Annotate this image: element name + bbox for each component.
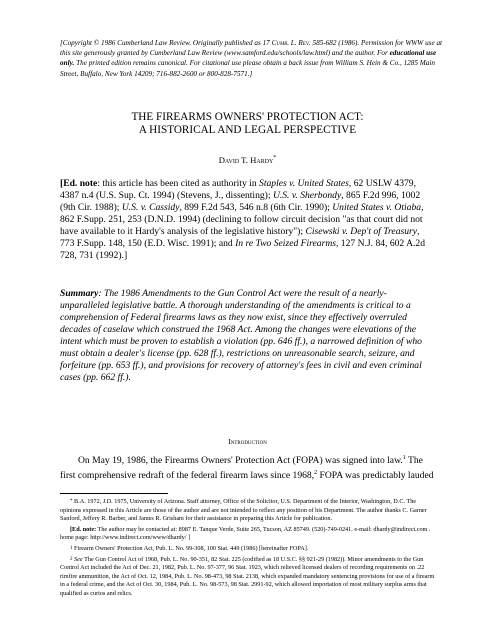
footnote-1 [60, 545, 435, 554]
author-byline [60, 155, 435, 165]
footnote-mark: * [70, 499, 73, 504]
title-line-2: A HISTORICAL AND LEGAL PERSPECTIVE [138, 124, 357, 137]
summary-label: Summary [60, 288, 99, 299]
ednote-text: , 899 F.2d 543, 546 n.8 (6th Cir. 1990); [179, 202, 333, 213]
case-citation: U.S. v. Cassidy [121, 202, 180, 213]
copyright-journal-sc: umb [276, 39, 288, 47]
footnote-divider [60, 493, 168, 494]
heading-initial: I [228, 437, 231, 446]
author-footnote-mark: * [273, 155, 277, 162]
case-citation: United States v. Otiaba [332, 202, 422, 213]
heading-rest: ntroduction [230, 437, 267, 446]
footnote-text: The Gun Control Act of 1968, Pub. L. No. 90-351, 82 Stat. 225 (codified as 18 U.S.C. §§ 921-29 (1982)). Minor amendments to the Gun Control Act included the Act of Dec. 21, 1982, Pub. L. No. 97-377, 96 Stat. 1923, which relieved licensed dealers of recording requirements on .22 rimfire ammunition, the Act of Oct. 12, 1984, Pub. L. No. 98-473, 98 Stat. 2138, which expanded mandatory sentencing provisions for use of a firearm in a federal crime, and the Act of Oct. 30, 1984, Pub. L. No. 98-573, 98 Stat. 2991-92, which allowed importation of most military surplus arms that qualified as curios and relics. [60, 555, 435, 597]
author-last-initial: T. H [241, 155, 257, 165]
article-title [60, 111, 435, 138]
footnote-mark: 2 [70, 556, 73, 562]
case-citation: Staples v. United States [259, 178, 349, 189]
footnote-signal: See [74, 555, 83, 563]
footnote-mark: 1 [70, 545, 73, 551]
article-summary [60, 288, 435, 384]
author-first-rest: avid [224, 155, 240, 165]
introduction-paragraph [60, 452, 435, 482]
footnotes-section [60, 498, 435, 601]
footnote-ed-label: [Ed. note: [70, 525, 97, 533]
footnote-ed-note [60, 526, 435, 543]
ednote-text: , 62 USLW 4379, 4387 n.4 (U.S. Sup. Ct. 1994) (Stevens, J., dissenting); [60, 178, 416, 201]
copyright-educational: educational use only. [60, 49, 437, 68]
body-text: On May 19, 1986, the Firearms Owners' Protection Act (FOPA) was signed into law. [78, 455, 403, 467]
case-citation: Cisewski v. Dep't of Treasury [305, 226, 418, 237]
ednote-text: , 773 F.Supp. 148, 150 (E.D. Wisc. 1991); and [60, 226, 420, 249]
footnote-ref-1[interactable]: 1 [402, 455, 406, 461]
body-text: FOPA was predictably lauded [317, 470, 434, 482]
copyright-rev-sc: ev [302, 39, 309, 47]
footnote-2 [60, 556, 435, 599]
author-last-rest: ardy [256, 155, 274, 165]
ednote-text: , 865 F.2d 996, 1002 (9th Cir. 1988); [60, 190, 421, 213]
copyright-notice [60, 38, 450, 79]
summary-text: : The 1986 Amendments to the Gun Control Act were the result of a nearly-unparalleled legislative battle. A thorough understanding of the amendments is critical to a comprehension of Federal firearms laws as they now exist, since they effectively overruled decades of caselaw which construed the 1968 Act. Among the changes were elevations of the intent which must be proven to establish a violation (pp. 646 ff.), a narrowed definition of who must obtain a dealer's license (pp. 628 ff.), restrictions on unreasonable search, seizure, and forfeiture (pp. 653 ff.), and provisions for recovery of attorney's fees in civil and even criminal cases (pp. 662 ff.). [60, 288, 422, 383]
ednote-label: [Ed. note [60, 178, 98, 189]
copyright-text-2: The printed edition remains canonical. For citational use please obtain a back issue from William S. Hein & Co., 1285 Main Street, Buffalo, New York 14209; 716-882-2600 or 800-828-7571.] [60, 59, 435, 78]
copyright-text-1c: . 585-682 (1986). Permission for WWW use at this site generously granted by Cumberland Law Review (www.samford.edu/schools/law.html) and the author. For [60, 39, 443, 58]
section-heading-introduction [60, 437, 435, 446]
editor-note [60, 178, 435, 262]
title-line-1: THE FIREARMS OWNERS' PROTECTION ACT: [131, 111, 364, 123]
body-text: The first comprehensive redraft of the federal firearm laws since 1968, [60, 455, 423, 482]
author-first-initial: D [218, 155, 225, 165]
footnote-author [60, 498, 435, 524]
case-citation: U.S. v. Sherbondy [272, 190, 342, 201]
copyright-text-1: [Copyright © 1986 Cumberland Law Review. Originally published as 17 C [60, 39, 277, 47]
footnote-text: Firearm Owners' Protection Act, Pub. L. No. 99-308, 100 Stat. 449 (1986) [hereinafter FOPA]. [74, 544, 309, 552]
copyright-text-1b: . L. R [287, 39, 303, 47]
case-citation: In re Two Seized Firearms [235, 238, 336, 249]
ednote-text: , 127 N.J. 84, 602 A.2d 728, 731 (1992).] [60, 238, 426, 261]
ednote-text: : this article has been cited as authority in [97, 178, 260, 189]
ednote-text: , 862 F.Supp. 251, 253 (D.N.D. 1994) (declining to follow circuit decision "as that court did not have available to it Hardy's analysis of the legislative history"); [60, 202, 424, 237]
footnote-text: B.A. 1972, J.D. 1975, University of Arizona. Staff attorney, Office of the Solicitor, U.S. Department of the Interior, Washington, D.C. The opinions expressed in this Article are those of the author and are not intended to reflect any position of his Department. The author thanks C. Garner Sanford, Jeffery R. Barber, and James R. Grisham for their assistance in preparing this Article for publication. [60, 498, 427, 523]
footnote-ref-2[interactable]: 2 [314, 470, 318, 477]
footnote-text: The author may be contacted at: 8987 E. Tanque Verde, Suite 265, Tucson, AZ 85749. (520)-749-0241. e-mail: dhardy@indirect.com . home page: http://www.indirect.com/www/dhardy/ ] [60, 525, 431, 542]
